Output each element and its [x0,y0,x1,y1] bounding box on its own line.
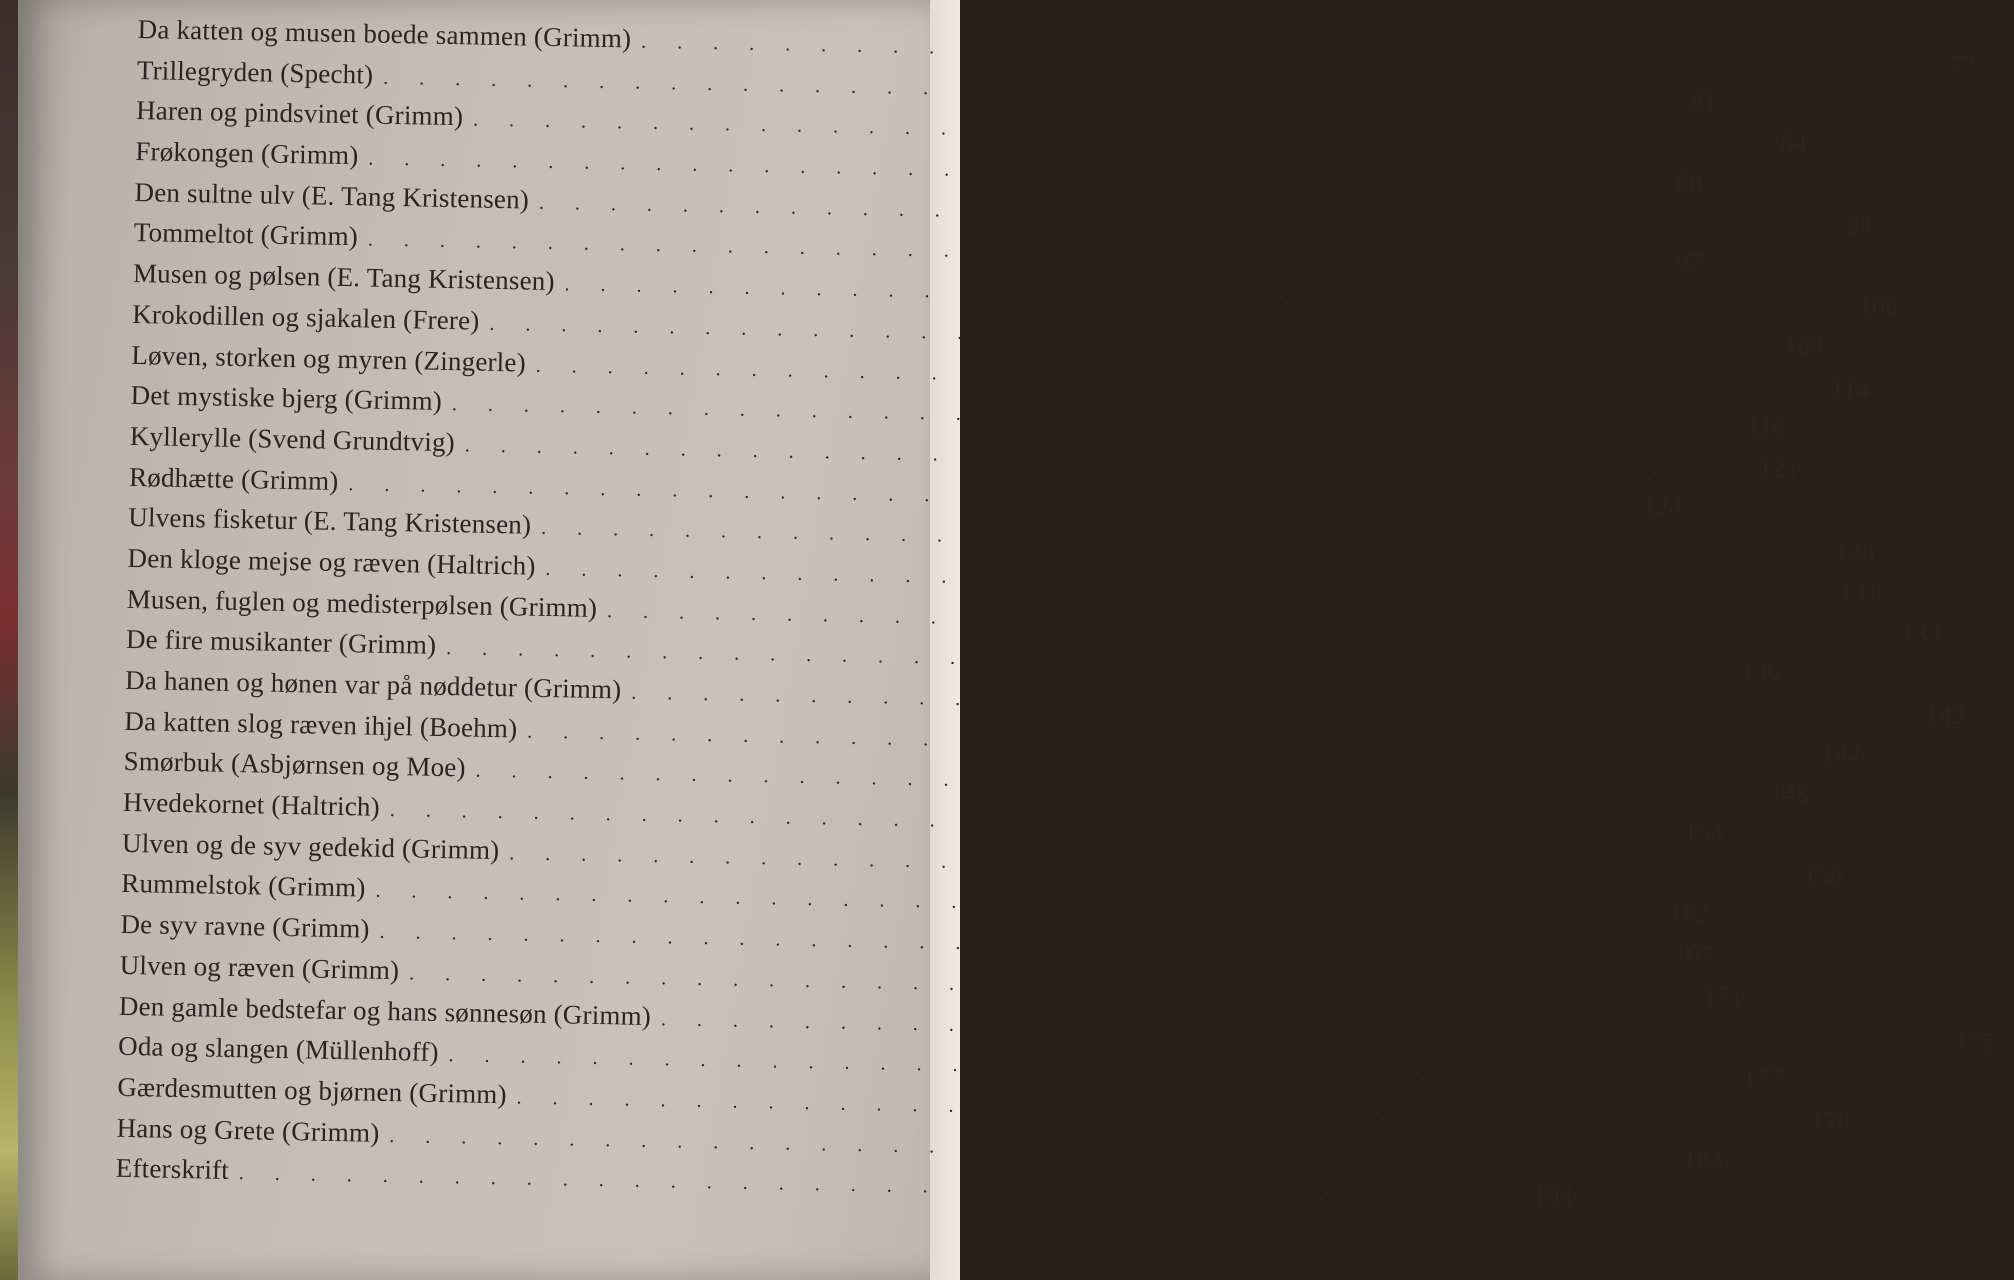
toc-leader-dots: . . . . . . . . . . . . . . . . . . . . . . . . . . . . . . . . . . . . [660,1007,1939,1055]
toc-leader-dots: . . . . . . . . . . . . . . . . . . . . . . . . . . . . . . . . . . . . [368,147,1647,195]
toc-entry-title: Smørbuk (Asbjørnsen og Moe) [123,746,467,783]
toc-entry-title: De syv ravne (Grimm) [120,908,370,944]
toc-entry-title: Trillegryden (Specht) [136,54,374,90]
toc-entry-title: Krokodillen og sjakalen (Frere) [131,298,480,336]
toc-entry-page-number: 97 [1675,247,1703,278]
toc-entry-page-number: 136 [1740,656,1781,686]
toc-entry-page-number: 162 [1669,899,1710,929]
toc-entry-page-number: 167 [1673,939,1714,970]
toc-entry-title: Løven, storken og myren (Zingerle) [131,339,527,378]
table-of-contents [115,14,1996,1212]
toc-leader-dots: . . . . . . . . . . . . . . . . . . . . . . . . . . . . . . . . . . . . [631,681,1910,729]
toc-entry-page-number: 183 [1683,1143,1724,1174]
toc-entry-title: Rummelstok (Grimm) [121,868,366,903]
toc-leader-dots: . . . . . . . . . . . . . . . . . . . . . . . . . . . . . . . . . . . . [475,759,1754,807]
toc-entry-page-number: 154 [1683,817,1724,848]
toc-entry-page-number: 194 [1532,1181,1573,1212]
toc-entry-title: Frøkongen (Grimm) [135,136,359,171]
toc-entry-page-number: 81 [1690,85,1718,116]
toc-leader-dots: . . . . . . . . . . . . . . . . . . . . . . . . . . . . . . . . . . . . [409,962,1688,1009]
toc-leader-dots: . . . . . . . . . . . . . . . . . . . . . . . . . . . . . . . . . . . . [389,1124,1668,1172]
toc-leader-dots: . . . . . . . . . . . . . . . . . . . . . . . . . . . . . . . . . . . . [367,228,1646,276]
toc-entry-page-number: 121 [1758,453,1799,483]
toc-entry-page-number: 109 [1783,331,1824,362]
toc-leader-dots: . . . . . . . . . . . . . . . . . . . . . . . . . . . . . . . . . . . . [545,557,1824,605]
book-page [18,0,1996,1280]
toc-leader-dots: . . . . . . . . . . . . . . . . . . . . . . . . . . . . . . . . . . . . [464,434,1743,481]
toc-entry-title: Ulven og ræven (Grimm) [119,949,400,986]
toc-entry-title: De fire musikanter (Grimm) [125,624,437,661]
toc-entry-title: Hvedekornet (Haltrich) [122,786,381,822]
toc-entry-title: Oda og slangen (Müllenhoff) [117,1031,440,1068]
toc-entry-title: Kyllerylle (Svend Grundtvig) [129,420,456,458]
toc-leader-dots: . . . . . . . . . . . . . . . . . . . . . . . . . . . . . . . . . . . . [348,472,1627,520]
toc-entry-page-number: 114 [1830,373,1870,403]
toc-entry-title: Den sultne ulv (E. Tang Kristensen) [134,176,530,215]
toc-leader-dots: . . . . . . . . . . . . . . . . . . . . . . . . . . . . . . . . . . . . [451,393,1730,440]
toc-leader-dots: . . . . . . . . . . . . . . . . . . . . . . . . . . . . . . . . . . . . [606,599,1886,647]
toc-entry-page-number: 88 [1675,166,1703,197]
toc-leader-dots: . . . . . . . . . . . . . . . . . . . . . . . . . . . . . . . . . . . . [375,880,1654,927]
toc-entry-page-number: 124 [1642,491,1683,522]
toc-entry-page-number: 133 [1901,618,1942,649]
toc-entry-title: Hans og Grete (Grimm) [116,1112,380,1148]
toc-entry-page-number: 128 [1835,535,1876,566]
toc-entry-page-number: 118 [1746,412,1787,442]
toc-leader-dots: . . . . . . . . . . . . . . . . . . . . . . . . . . . . . . . . . . . . [538,191,1817,239]
toc-leader-dots: . . . . . . . . . . . . . . . . . . . . . . . . . . . . . . . . . . . . [489,312,1768,360]
toc-entry-page-number: 77 [1948,49,1976,80]
toc-leader-dots: . . . . . . . . . . . . . . . . . . . . . . . . . . . . . . . . . . . . [238,1162,1517,1209]
toc-leader-dots: . . . . . . . . . . . . . . . . . . . . . . . . . . . . . . . . . . . . [446,637,1725,684]
toc-entry-title: Musen og pølsen (E. Tang Kristensen) [132,258,555,297]
toc-entry-page-number: 178 [1810,1105,1851,1135]
toc-entry-title: Ulvens fisketur (E. Tang Kristensen) [128,502,532,540]
toc-entry-title: Da hanen og hønen var på nøddetur (Grimm) [124,664,622,705]
toc-leader-dots: . . . . . . . . . . . . . . . . . . . . . . . . . . . . . . . . . . . . [516,1086,1795,1133]
toc-leader-dots: . . . . . . . . . . . . . . . . . . . . . . . . . . . . . . . . . . . . [641,30,1920,78]
toc-entry-page-number: 131 [1839,576,1880,607]
toc-entry-page-number: 171 [1703,981,1744,1011]
toc-entry-page-number: 84 [1780,127,1808,158]
toc-entry-title: Det mystiske bjerg (Grimm) [130,380,443,417]
toc-leader-dots: . . . . . . . . . . . . . . . . . . . . . . . . . . . . . . . . . . . . [379,920,1658,968]
toc-leader-dots: . . . . . . . . . . . . . . . . . . . . . . . . . . . . . . . . . . . . [527,720,1806,767]
toc-entry-page-number: 106 [1858,292,1899,322]
toc-entry-title: Gærdesmutten og bjørnen (Grimm) [117,1071,508,1110]
toc-entry-title: Haren og pindsvinet (Grimm) [135,95,464,132]
toc-leader-dots: . . . . . . . . . . . . . . . . . . . . . . . . . . . . . . . . . . . . [383,66,1662,113]
toc-entry-page-number: 94 [1846,210,1874,241]
toc-entry-title: Rødhætte (Grimm) [128,461,339,496]
toc-leader-dots: . . . . . . . . . . . . . . . . . . . . . . . . . . . . . . . . . . . . [535,354,1814,401]
toc-entry-title: Ulven og de syv gedekid (Grimm) [121,827,500,865]
toc-entry-page-number: 144 [1821,739,1862,769]
toc-entry-page-number: 142 [1925,700,1966,731]
toc-leader-dots: . . . . . . . . . . . . . . . . . . . . . . . . . . . . . . . . . . . . [389,799,1668,846]
toc-entry-page-number: 175 [1954,1026,1996,1057]
toc-entry-title: Efterskrift [115,1153,230,1186]
toc-entry-title: Da katten slog ræven ihjel (Boehm) [124,705,518,744]
toc-leader-dots: . . . . . . . . . . . . . . . . . . . . . . . . . . . . . . . . . . . . [509,842,1788,889]
toc-entry-title: Musen, fuglen og medisterpølsen (Grimm) [126,583,598,623]
toc-entry-title: Tommeltot (Grimm) [133,217,359,252]
toc-entry-title: Den kloge mejse og ræven (Haltrich) [127,542,536,581]
toc-leader-dots: . . . . . . . . . . . . . . . . . . . . . . . . . . . . . . . . . . . . [448,1044,1727,1091]
toc-entry-page-number: 177 [1742,1063,1783,1093]
toc-entry-page-number: 148 [1769,778,1810,809]
toc-leader-dots: . . . . . . . . . . . . . . . . . . . . . . . . . . . . . . . . . . . . [540,517,1820,564]
toc-leader-dots: . . . . . . . . . . . . . . . . . . . . . . . . . . . . . . . . . . . . [472,108,1752,156]
toc-leader-dots: . . . . . . . . . . . . . . . . . . . . . . . . . . . . . . . . . . . . [564,273,1843,320]
toc-entry-title: Da katten og musen boede sammen (Grimm) [137,14,632,54]
toc-entry-page-number: 158 [1803,860,1844,891]
toc-entry-title: Den gamle bedstefar og hans sønnesøn (Grimm) [118,990,652,1031]
